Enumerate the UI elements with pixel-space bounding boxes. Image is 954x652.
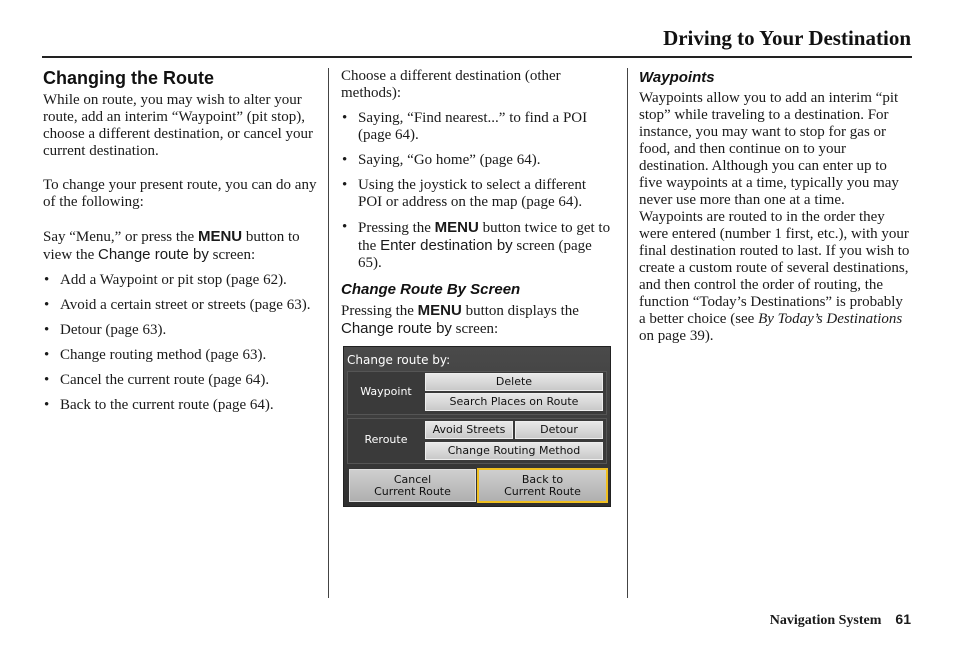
page-header-title: Driving to Your Destination: [663, 26, 911, 50]
back-line-1: Back to: [521, 472, 564, 486]
text-fragment: screen:: [208, 247, 256, 263]
list-item: • Add a Waypoint or pit stop (page 62).: [43, 272, 319, 289]
column-3: [639, 68, 911, 362]
detour-button[interactable]: Detour: [515, 421, 603, 439]
menu-button-term: MENU: [417, 302, 462, 319]
text-fragment: screen:: [451, 321, 499, 337]
cancel-current-route-button[interactable]: [349, 469, 476, 502]
paragraph-options: To change your present route, you can do any of the following:: [43, 177, 317, 210]
text-fragment: screen (page 65).: [358, 238, 592, 271]
list-item: • Avoid a certain street or streets (page 63).: [43, 297, 319, 314]
text-fragment: Say “Menu,” or press the: [43, 229, 198, 245]
section-heading-changing-route: Changing the Route: [43, 68, 214, 88]
subheading-change-route-by-screen: Change Route By Screen: [341, 281, 521, 298]
menu-button-term: MENU: [197, 228, 243, 245]
option-list: [43, 272, 319, 414]
column-2: [341, 68, 613, 355]
footer-section-name: Navigation System: [769, 613, 882, 628]
list-item: • Saying, “Go home” (page 64).: [341, 152, 613, 169]
waypoint-label: Waypoint: [360, 385, 412, 398]
search-places-on-route-button[interactable]: Search Places on Route: [425, 393, 603, 411]
paragraph-intro: While on route, you may wish to alter your route, add an interim “Waypoint” (pit stop), choose a different destination, or cancel your current destination.: [43, 92, 314, 159]
header-rule: [42, 56, 912, 58]
list-item: • Change routing method (page 63).: [43, 347, 319, 364]
cross-reference: By Today’s Destinations: [758, 311, 903, 327]
nav-screen-title: Change route by:: [347, 353, 451, 367]
change-routing-method-button[interactable]: Change Routing Method: [425, 442, 603, 460]
list-item: • Using the joystick to select a different POI or address on the map (page 64).: [341, 177, 613, 211]
text-fragment: button to view the: [43, 229, 300, 263]
column-1: [43, 68, 319, 422]
back-line-2: Current Route: [504, 484, 581, 498]
page-footer: [770, 611, 911, 629]
delete-button[interactable]: Delete: [425, 373, 603, 391]
text-fragment: on page 39).: [639, 328, 714, 344]
paragraph-say-menu: [43, 228, 319, 264]
text-fragment: button displays the: [461, 303, 579, 319]
column-divider-2: [627, 68, 628, 598]
subheading-waypoints: Waypoints: [639, 69, 715, 86]
text-fragment: Waypoints allow you to add an interim “pit stop” while traveling to a destination. For instance, you may want to stop for gas or food, and then continue on to your destination. Although you can enter up to five waypoints at a time, typically you may never use more than one at a time. Waypoints are routed to in the order they were entered (number 1 first, etc.), with your final destination routed to last. If you wish to create a custom route of several destinations, and then control the order of routing, the function “Today’s Destinations” is probably a better choice (see: [639, 90, 910, 327]
destination-method-list: [341, 110, 613, 272]
cancel-line-2: Current Route: [374, 484, 451, 498]
text-fragment: Pressing the: [341, 303, 418, 319]
cancel-line-1: Cancel: [393, 472, 432, 486]
list-item: • Cancel the current route (page 64).: [43, 372, 319, 389]
list-item: • Back to the current route (page 64).: [43, 397, 319, 414]
column-divider-1: [328, 68, 329, 598]
list-item: • Saying, “Find nearest...” to find a POI (page 64).: [341, 110, 613, 144]
screen-name-term: Change route by: [97, 246, 209, 263]
menu-button-term: MENU: [434, 219, 479, 236]
reroute-label: Reroute: [364, 433, 408, 446]
paragraph-choose-destination: Choose a different destination (other methods):: [341, 68, 561, 101]
back-to-current-route-button[interactable]: [477, 468, 608, 503]
paragraph-waypoints: [639, 90, 911, 345]
text-fragment: Pressing the: [358, 220, 435, 236]
page-number: 61: [895, 611, 911, 627]
paragraph-menu-displays: [341, 302, 613, 338]
list-item: • Detour (page 63).: [43, 322, 319, 339]
avoid-streets-button[interactable]: Avoid Streets: [425, 421, 513, 439]
text-fragment: button twice to get to the: [358, 220, 611, 254]
screen-name-term: Enter destination by: [380, 237, 513, 254]
screen-name-term: Change route by: [341, 320, 452, 337]
change-route-screen-image: [343, 346, 611, 507]
list-item: [341, 219, 613, 272]
